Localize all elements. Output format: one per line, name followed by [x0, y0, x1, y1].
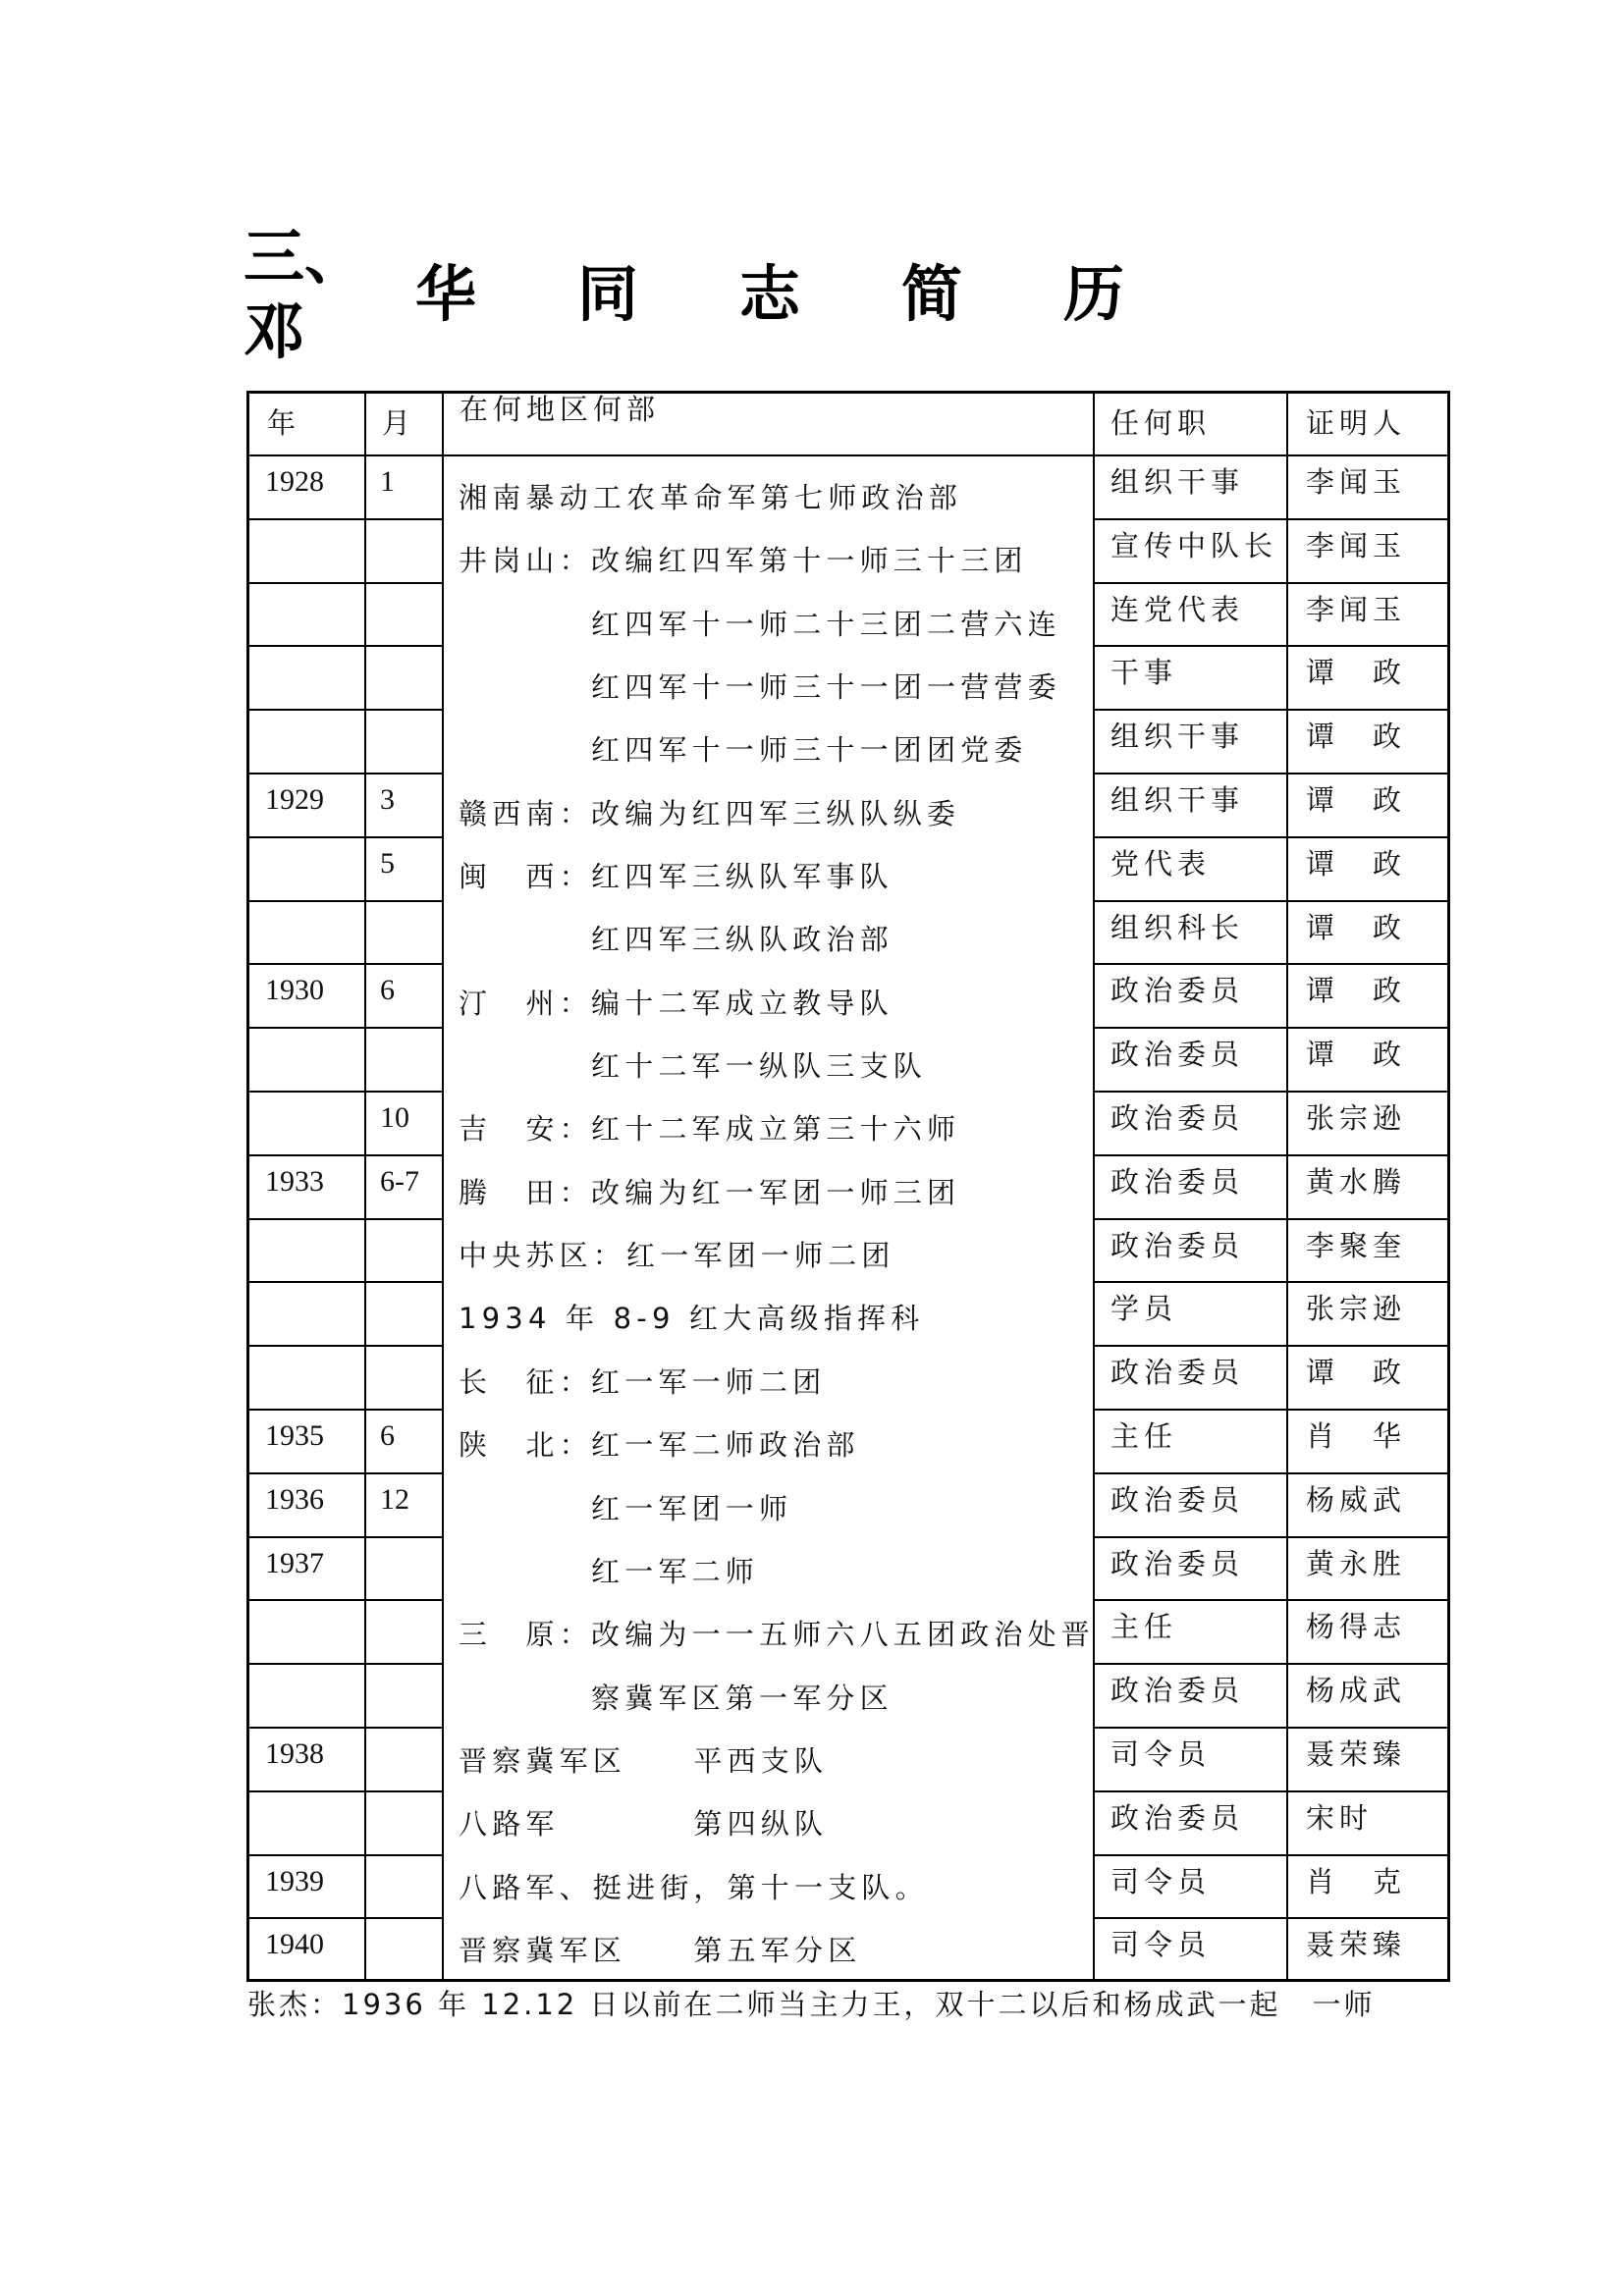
row-divider — [366, 1663, 444, 1665]
place-text: 红十二军成立第三十六师 — [591, 1112, 961, 1147]
place-line — [459, 1806, 1097, 1869]
place-line — [459, 1554, 1097, 1617]
cell-witness: 杨威武 — [1306, 1482, 1407, 1517]
col-divider-year-month — [364, 394, 366, 1979]
cell-witness: 杨成武 — [1306, 1674, 1407, 1708]
place-line — [459, 1111, 1097, 1174]
place-line — [459, 543, 1097, 606]
cell-position: 司令员 — [1110, 1864, 1212, 1898]
cell-witness: 肖 华 — [1306, 1419, 1407, 1453]
row-divider — [366, 1218, 444, 1220]
place-region-label: 腾 田： — [459, 1175, 593, 1209]
place-text: 红一军二师政治部 — [591, 1428, 860, 1463]
row-divider — [249, 900, 366, 902]
cell-witness: 谭 政 — [1306, 720, 1407, 754]
cell-position: 政治委员 — [1110, 1356, 1245, 1390]
row-divider — [249, 1536, 366, 1538]
cell-month: 6 — [380, 1419, 395, 1452]
place-line — [459, 1870, 1097, 1933]
cell-position: 政治委员 — [1110, 1674, 1245, 1708]
place-text: 红四军三纵队政治部 — [591, 923, 893, 957]
row-divider — [366, 709, 444, 711]
cell-month: 1 — [380, 465, 395, 498]
footnote: 张杰：1936 年 12.12 日以前在二师当主力王，双十二以后和杨成武一起 一师 — [247, 1988, 1376, 2021]
cell-month: 10 — [380, 1101, 409, 1134]
row-divider — [1095, 518, 1447, 520]
row-divider — [1095, 963, 1447, 965]
row-divider — [249, 1790, 366, 1792]
row-divider — [249, 1091, 366, 1093]
row-divider — [366, 963, 444, 965]
cell-year: 1940 — [265, 1928, 324, 1961]
cell-position: 政治委员 — [1110, 1228, 1245, 1262]
place-column — [459, 480, 1097, 1996]
cell-witness: 张宗逊 — [1306, 1292, 1407, 1326]
row-divider — [1095, 1917, 1447, 1919]
place-line — [459, 732, 1097, 795]
cell-position: 司令员 — [1110, 1737, 1212, 1771]
row-divider — [366, 1599, 444, 1601]
row-divider — [366, 836, 444, 838]
cell-position: 政治委员 — [1110, 1164, 1245, 1199]
place-line — [459, 480, 1097, 543]
header-position: 任何职 — [1110, 406, 1212, 440]
cell-witness: 黄水腾 — [1306, 1164, 1407, 1199]
row-divider — [1095, 1345, 1447, 1347]
cell-witness: 谭 政 — [1306, 974, 1407, 1008]
place-line — [459, 1681, 1097, 1743]
cell-witness: 谭 政 — [1306, 1038, 1407, 1072]
place-region-label: 三 原： — [459, 1618, 593, 1652]
row-divider — [249, 582, 366, 584]
row-divider — [249, 1027, 366, 1029]
cell-witness: 黄永胜 — [1306, 1546, 1407, 1580]
row-divider — [1095, 1218, 1447, 1220]
row-divider — [1095, 1154, 1447, 1156]
row-divider — [1095, 1472, 1447, 1474]
cell-month: 5 — [380, 846, 395, 880]
cell-month: 6 — [380, 974, 395, 1007]
row-divider — [249, 1281, 366, 1283]
cell-position: 政治委员 — [1110, 1101, 1245, 1135]
row-divider — [249, 1154, 366, 1156]
place-text: 编十二军成立教导队 — [591, 986, 893, 1020]
place-region-label: 闽 西： — [459, 860, 593, 894]
row-divider — [1095, 773, 1447, 774]
place-text: 红四军十一师二十三团二营六连 — [591, 607, 1061, 641]
cell-witness: 谭 政 — [1306, 910, 1407, 944]
row-divider — [366, 1091, 444, 1093]
row-divider — [249, 1727, 366, 1729]
cell-position: 政治委员 — [1110, 1038, 1245, 1072]
title-char: 同 — [577, 258, 639, 330]
cell-position: 组织干事 — [1110, 465, 1245, 499]
cell-position: 干事 — [1110, 656, 1178, 690]
cell-witness: 谭 政 — [1306, 846, 1407, 881]
row-divider — [1095, 1409, 1447, 1411]
row-divider — [366, 1281, 444, 1283]
place-region-label: 井岗山： — [459, 544, 593, 578]
place-text: 红四军十一师三十一团一营营委 — [591, 670, 1061, 705]
place-text: 红一军一师二团 — [591, 1364, 827, 1399]
place-line — [459, 1491, 1097, 1554]
place-line — [459, 1743, 1097, 1806]
place-region-label: 赣西南： — [459, 796, 593, 830]
place-line — [459, 1427, 1097, 1490]
cell-witness: 聂荣臻 — [1306, 1737, 1407, 1771]
place-region-label: 汀 州： — [459, 986, 593, 1020]
row-divider — [366, 1472, 444, 1474]
place-text: 红一军二师 — [591, 1554, 760, 1588]
cell-position: 组织干事 — [1110, 720, 1245, 754]
cell-witness: 李闻玉 — [1306, 528, 1407, 562]
cell-position: 司令员 — [1110, 1928, 1212, 1962]
row-divider — [249, 518, 366, 520]
place-line — [459, 669, 1097, 732]
header-place: 在何地区何部 — [460, 393, 661, 426]
page-title — [244, 221, 1225, 367]
place-text: 红十二军一纵队三支队 — [591, 1049, 928, 1084]
place-text: 八路军 第四纵队 — [459, 1807, 829, 1842]
title-char: 志 — [739, 258, 801, 330]
row-divider — [366, 645, 444, 647]
place-text: 湘南暴动工农革命军第七师政治部 — [459, 481, 963, 514]
place-text: 改编为一一五师六八五团政治处晋 — [591, 1618, 1096, 1652]
row-divider — [366, 1345, 444, 1347]
row-divider — [1095, 1663, 1447, 1665]
row-divider — [366, 1854, 444, 1856]
header-month: 月 — [382, 406, 416, 440]
place-text: 八路军、挺进街，第十一支队。 — [459, 1870, 929, 1904]
row-divider — [249, 1345, 366, 1347]
cell-position: 主任 — [1110, 1419, 1178, 1453]
row-divider — [1095, 709, 1447, 711]
row-divider — [249, 645, 366, 647]
row-divider — [1095, 1091, 1447, 1093]
cell-position: 连党代表 — [1110, 592, 1245, 626]
row-divider — [1095, 645, 1447, 647]
row-divider — [366, 582, 444, 584]
cell-position: 组织干事 — [1110, 783, 1245, 817]
cell-witness: 张宗逊 — [1306, 1101, 1407, 1135]
row-divider — [366, 1917, 444, 1919]
row-divider — [249, 1472, 366, 1474]
header-divider — [249, 454, 1447, 456]
cell-position: 主任 — [1110, 1610, 1178, 1644]
place-text: 察冀军区第一军分区 — [591, 1681, 893, 1715]
row-divider — [249, 1917, 366, 1919]
cell-month: 6-7 — [380, 1164, 419, 1198]
cell-year: 1930 — [265, 974, 324, 1007]
cell-witness: 李闻玉 — [1306, 592, 1407, 626]
row-divider — [366, 1027, 444, 1029]
row-divider — [1095, 1281, 1447, 1283]
place-line — [459, 796, 1097, 859]
cell-month: 12 — [380, 1482, 409, 1516]
place-line — [459, 1238, 1097, 1301]
place-text: 改编为红四军三纵队纵委 — [591, 796, 961, 830]
row-divider — [1095, 1027, 1447, 1029]
place-text: 红四军十一师三十一团团党委 — [591, 733, 1028, 768]
row-divider — [1095, 1727, 1447, 1729]
cell-year: 1933 — [265, 1164, 324, 1198]
place-text: 红一军团一师 — [591, 1491, 793, 1525]
row-divider — [249, 963, 366, 965]
title-char: 历 — [1063, 258, 1125, 330]
row-divider — [249, 1409, 366, 1411]
header-witness: 证明人 — [1306, 406, 1407, 440]
row-divider — [249, 773, 366, 774]
cell-position: 学员 — [1110, 1292, 1178, 1326]
cell-year: 1936 — [265, 1482, 324, 1516]
row-divider — [249, 836, 366, 838]
row-divider — [1095, 1790, 1447, 1792]
place-line — [459, 1617, 1097, 1680]
row-divider — [366, 1790, 444, 1792]
row-divider — [1095, 582, 1447, 584]
cell-witness: 谭 政 — [1306, 1356, 1407, 1390]
col-divider-month-place — [442, 394, 444, 1979]
cell-year: 1935 — [265, 1419, 324, 1452]
row-divider — [249, 709, 366, 711]
cell-position: 政治委员 — [1110, 1800, 1245, 1835]
cell-month: 3 — [380, 783, 395, 816]
row-divider — [366, 1536, 444, 1538]
title-prefix: 三、邓 — [244, 221, 366, 367]
cell-witness: 谭 政 — [1306, 656, 1407, 690]
place-line — [459, 859, 1097, 922]
cell-witness: 宋时 — [1306, 1800, 1374, 1835]
row-divider — [366, 1409, 444, 1411]
place-region-label: 陕 北： — [459, 1428, 593, 1463]
row-divider — [366, 773, 444, 774]
row-divider — [366, 900, 444, 902]
place-line — [459, 1364, 1097, 1427]
row-divider — [1095, 836, 1447, 838]
place-region-label: 吉 安： — [459, 1112, 593, 1147]
place-text: 中央苏区：红一军团一师二团 — [459, 1239, 895, 1273]
row-divider — [249, 1599, 366, 1601]
place-line — [459, 922, 1097, 985]
row-divider — [366, 1154, 444, 1156]
cell-witness: 聂荣臻 — [1306, 1928, 1407, 1962]
place-line — [459, 1301, 1097, 1363]
row-divider — [249, 1663, 366, 1665]
place-text: 晋察冀军区 第五军分区 — [459, 1933, 862, 1967]
row-divider — [1095, 1599, 1447, 1601]
cell-year: 1929 — [265, 783, 324, 816]
cell-position: 党代表 — [1110, 846, 1212, 881]
place-line — [459, 986, 1097, 1048]
place-text: 红四军三纵队军事队 — [591, 860, 893, 894]
cell-year: 1939 — [265, 1864, 324, 1897]
cell-witness: 杨得志 — [1306, 1610, 1407, 1644]
place-line — [459, 1048, 1097, 1111]
cell-position: 政治委员 — [1110, 974, 1245, 1008]
row-divider — [1095, 1536, 1447, 1538]
title-char: 华 — [415, 258, 477, 330]
row-divider — [249, 1218, 366, 1220]
cell-year: 1928 — [265, 465, 324, 498]
place-text: 改编红四军第十一师三十三团 — [591, 544, 1028, 578]
cell-witness: 李闻玉 — [1306, 465, 1407, 499]
cell-position: 组织科长 — [1110, 910, 1245, 944]
row-divider — [366, 518, 444, 520]
cell-position: 政治委员 — [1110, 1482, 1245, 1517]
place-region-label: 长 征： — [459, 1364, 593, 1399]
cell-witness: 李聚奎 — [1306, 1228, 1407, 1262]
cell-witness: 谭 政 — [1306, 783, 1407, 817]
place-text: 1934 年 8-9 红大高级指挥科 — [459, 1302, 925, 1336]
place-text: 改编为红一军团一师三团 — [591, 1175, 961, 1209]
place-line — [459, 1175, 1097, 1238]
row-divider — [1095, 1854, 1447, 1856]
cell-year: 1937 — [265, 1546, 324, 1579]
row-divider — [249, 1854, 366, 1856]
row-divider — [1095, 900, 1447, 902]
header-year: 年 — [267, 406, 301, 440]
place-text: 晋察冀军区 平西支队 — [459, 1743, 829, 1778]
cell-position: 政治委员 — [1110, 1546, 1245, 1580]
cell-position: 宣传中队长 — [1110, 528, 1278, 562]
row-divider — [366, 1727, 444, 1729]
col-divider-position-witness — [1286, 394, 1288, 1979]
place-line — [459, 607, 1097, 669]
resume-table — [246, 391, 1450, 1982]
cell-year: 1938 — [265, 1737, 324, 1770]
title-char: 简 — [901, 258, 963, 330]
cell-witness: 肖 克 — [1306, 1864, 1407, 1898]
